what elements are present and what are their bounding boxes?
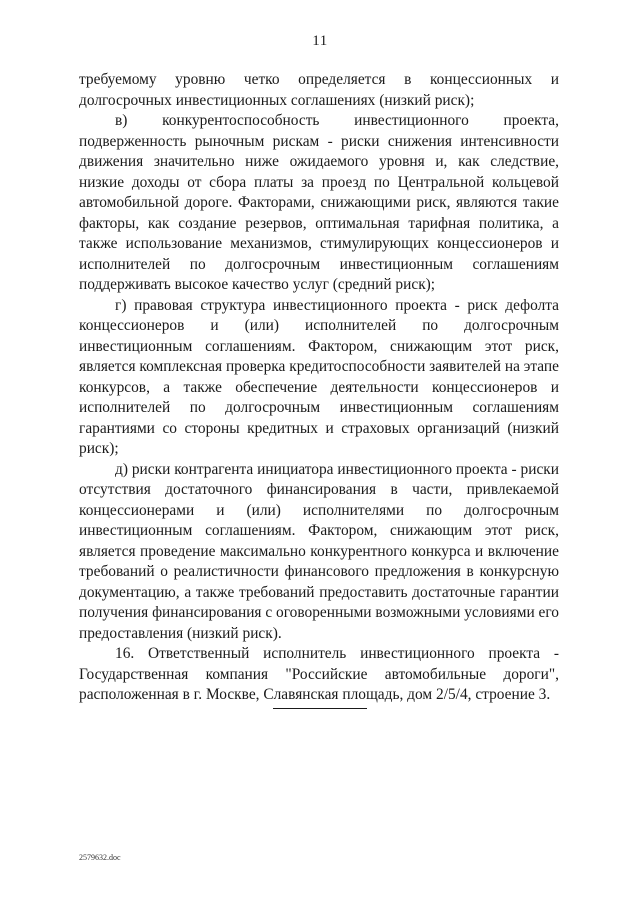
section-divider-line xyxy=(273,708,367,709)
paragraph-item-d: д) риски контрагента инициатора инвестиционного проекта - риски отсутствия достаточного финансирования в части, привлекаемой концессионерами и (или) исполнителями по долгосрочным инвестиционным соглашениям. Фактором, снижающим этот риск, является проведение максимально конкурентного конкурса и включение требований о реалистичности финансового предложения в конкурсную документацию, а также требований предоставить достаточные гарантии получения финансирования с оговоренными возможными условиями его предоставления (низкий риск). xyxy=(79,460,559,642)
document-body xyxy=(79,70,559,706)
paragraph-item-v: в) конкурентоспособность инвестиционного проекта, подверженность рыночным рискам - риски снижения интенсивности движения значительно ниже ожидаемого уровня и, как следствие, низкие доходы от сбора платы за проезд по Центральной кольцевой автомобильной дороге. Факторами, снижающими риск, являются такие факторы, как создание резервов, оптимальная тарифная политика, а также использование механизмов, стимулирующих концессионеров и исполнителей по долгосрочным инвестиционным соглашениям поддерживать высокое качество услуг (средний риск); xyxy=(79,112,559,293)
paragraph-continuation: требуемому уровню четко определяется в концессионных и долгосрочных инвестиционных соглашениях (низкий риск); xyxy=(79,71,559,109)
footer-doc-reference: 2579632.doc xyxy=(79,853,121,862)
page-number: 11 xyxy=(312,33,328,49)
paragraph-item-16: 16. Ответственный исполнитель инвестиционного проекта - Государственная компания "Российские автомобильные дороги", расположенная в г. Москве, Славянская площадь, дом 2/5/4, строение 3. xyxy=(79,645,559,703)
paragraph-item-g: г) правовая структура инвестиционного проекта - риск дефолта концессионеров и (или) исполнителей по долгосрочным инвестиционным соглашениям. Фактором, снижающим этот риск, является комплексная проверка кредитоспособности заявителей на этапе конкурсов, а также обеспечение деятельности концессионеров и исполнителей по долгосрочным инвестиционным соглашениям гарантиями со стороны кредитных и страховых организаций (низкий риск); xyxy=(79,296,559,457)
